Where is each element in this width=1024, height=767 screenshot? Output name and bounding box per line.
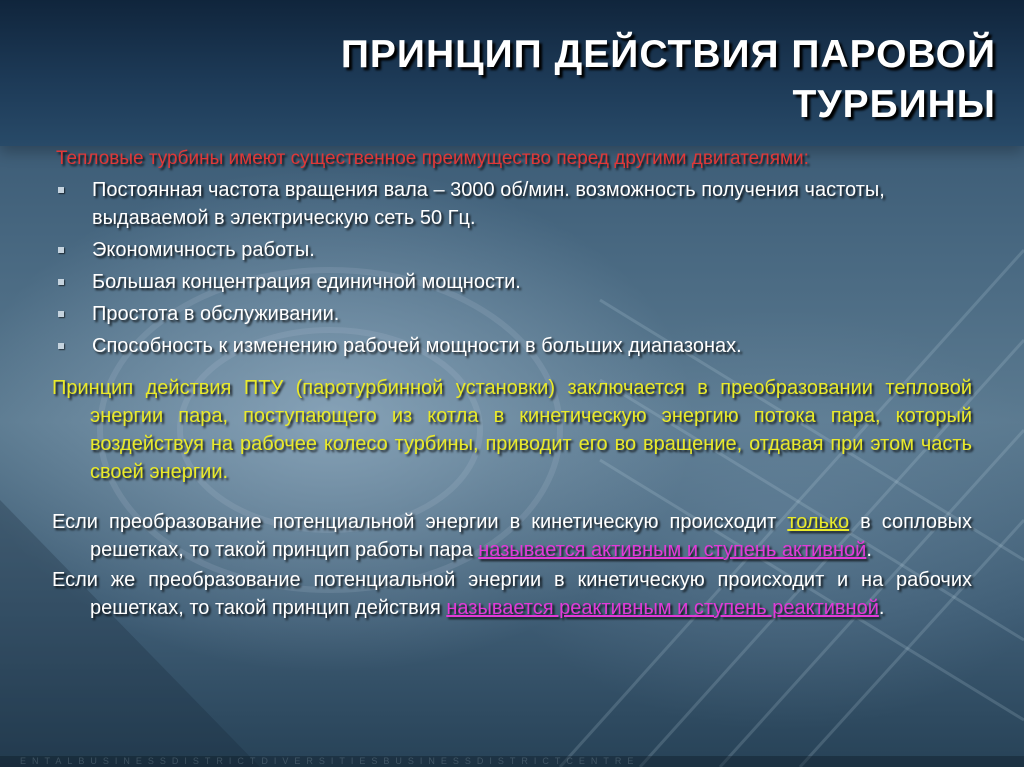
title-band	[0, 0, 1024, 146]
list-item	[52, 300, 972, 328]
bullet-square-icon	[58, 247, 64, 253]
only-link[interactable]: только	[787, 511, 850, 533]
bullet-square-icon	[58, 187, 64, 193]
active-text-middle: в сопловых решетках, то такой принцип работы пара	[90, 511, 972, 561]
title-line-2: ТУРБИНЫ	[792, 83, 996, 126]
list-item-text: Способность к изменению рабочей мощности в больших диапазонах.	[92, 335, 742, 357]
list-item	[52, 332, 972, 360]
list-item-text: Простота в обслуживании.	[92, 303, 340, 325]
footer-watermark-band	[0, 756, 1024, 767]
reactive-text-before: Если же преобразование потенциальной энергии в кинетическую происходит и на рабочих решетках, то такой принцип действия	[52, 569, 972, 619]
reactive-text-end: .	[878, 597, 885, 619]
reactive-principle-paragraph	[52, 566, 972, 622]
list-item	[52, 268, 972, 296]
active-text-end: .	[866, 539, 872, 561]
active-text-before: Если преобразование потенциальной энергии в кинетическую происходит	[52, 511, 788, 533]
list-item-text: Экономичность работы.	[92, 239, 315, 261]
bullet-square-icon	[58, 279, 64, 285]
slide-content	[52, 148, 972, 622]
bullet-square-icon	[58, 343, 64, 349]
reactive-stage-link[interactable]: называется реактивным и ступень реактивной	[446, 597, 879, 619]
list-item	[52, 176, 972, 232]
active-stage-link[interactable]: называется активным и ступень активной	[478, 539, 867, 561]
slide-title	[96, 30, 996, 130]
footer-watermark-text: ENTALBUSINESSDISTRICTDIVERSITIESBUSINESSDISTRICTCENTRE	[20, 756, 640, 766]
list-item	[52, 236, 972, 264]
intro-text: Тепловые турбины имеют существенное преимущество перед другими двигателями:	[56, 148, 809, 169]
bullet-square-icon	[58, 311, 64, 317]
list-item-text: Постоянная частота вращения вала – 3000 об/мин. возможность получения частоты, выдаваемой в электрическую сеть 50 Гц.	[92, 179, 885, 229]
active-principle-paragraph	[52, 508, 972, 564]
list-item-text: Большая концентрация единичной мощности.	[92, 271, 521, 293]
advantages-list	[52, 176, 972, 360]
principle-paragraph: Принцип действия ПТУ (паротурбинной установки) заключается в преобразовании тепловой энергии пара, поступающего из котла в кинетическую энергию потока пара, который воздействуя на рабочее колесо турбины, приводит его во вращение, отдавая при этом часть своей энергии.	[52, 377, 972, 483]
title-line-1: ПРИНЦИП ДЕЙСТВИЯ ПАРОВОЙ	[340, 33, 996, 76]
